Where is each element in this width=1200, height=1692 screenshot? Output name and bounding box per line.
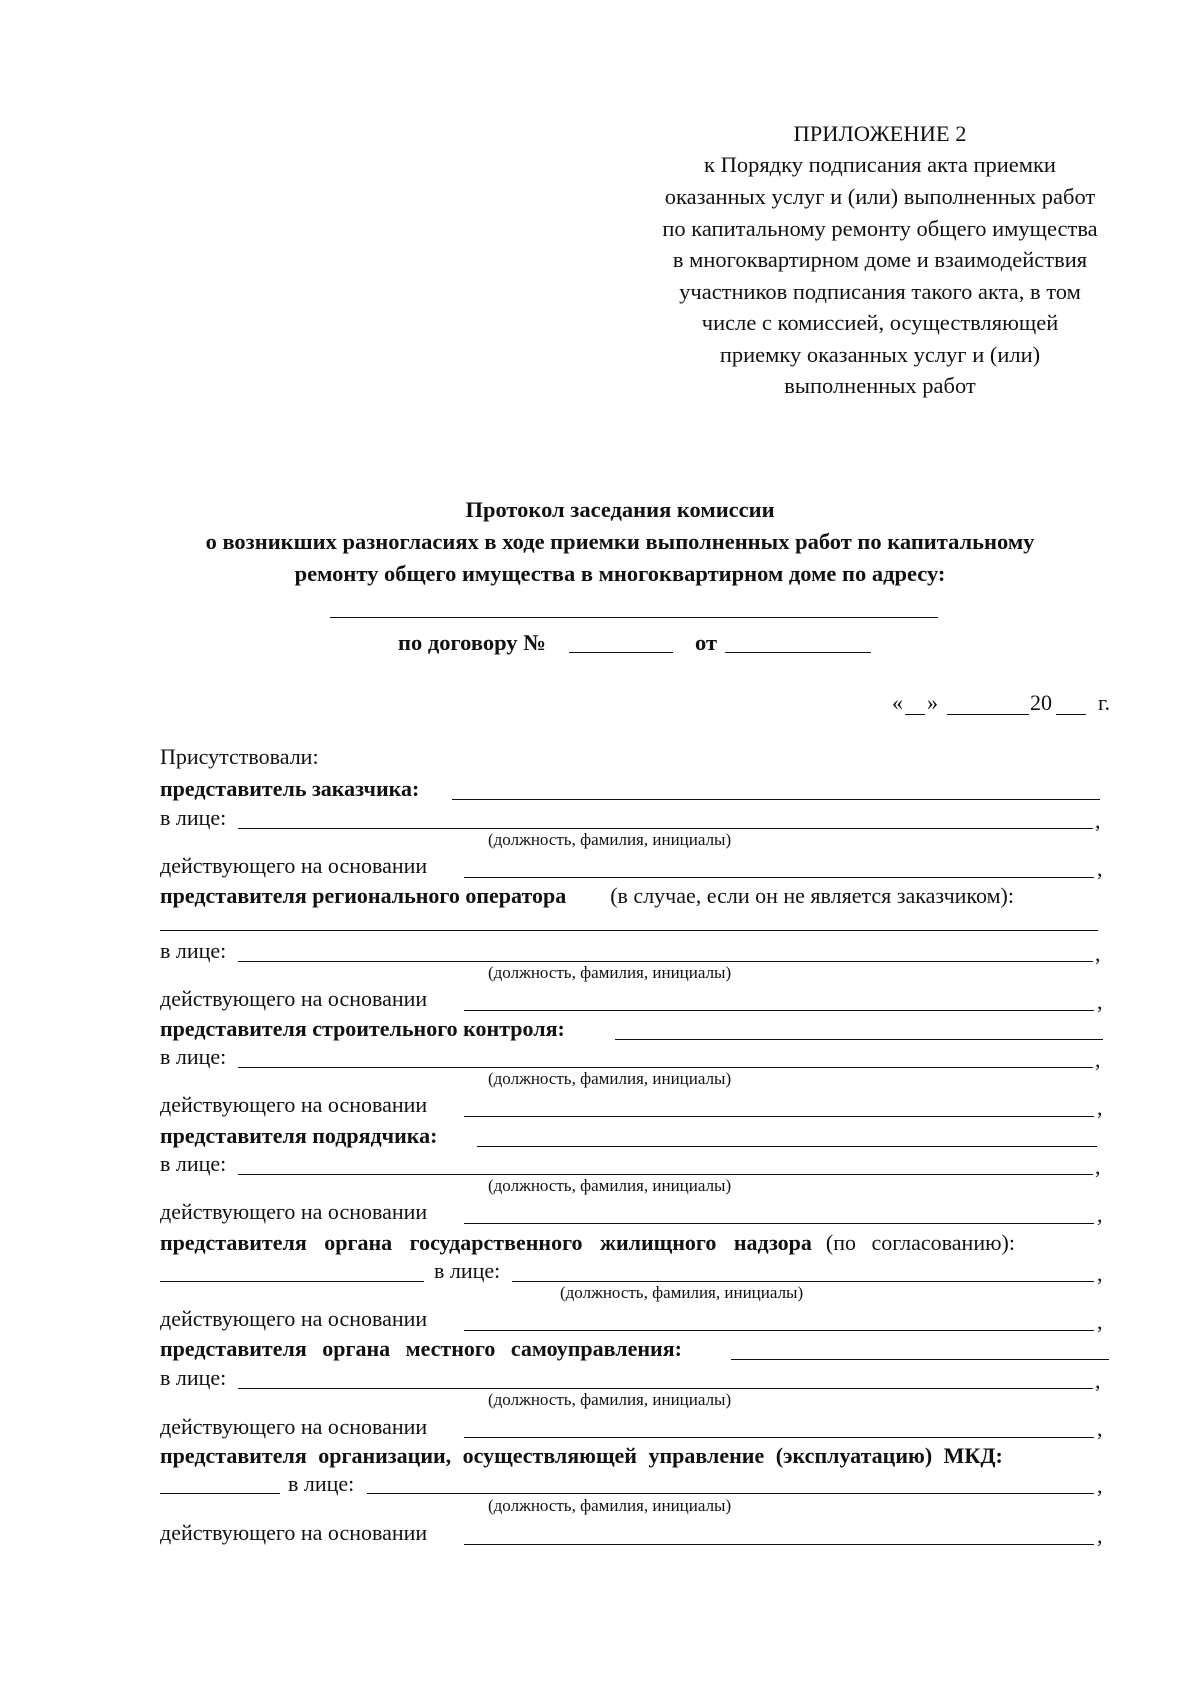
rep-housing-rest: (по согласованию): xyxy=(825,1230,1015,1255)
appendix-heading: ПРИЛОЖЕНИЕ 2 xyxy=(793,121,967,146)
rep-construction-label: представителя строительного контроля: xyxy=(160,1016,565,1041)
field-caption: (должность, фамилия, инициалы) xyxy=(488,1390,732,1409)
rep-housing-field[interactable] xyxy=(160,1281,424,1282)
document-subtitle: ремонту общего имущества в многоквартирном доме по адресу: xyxy=(294,561,946,586)
field-caption: (должность, фамилия, инициалы) xyxy=(488,1496,732,1515)
month-field[interactable] xyxy=(947,714,1029,715)
rep-regional-label xyxy=(160,881,1014,911)
comma: , xyxy=(1097,989,1103,1014)
comma: , xyxy=(1095,808,1101,833)
rep-housing-bold: представителя органа государственного жилищного надзора xyxy=(160,1230,812,1255)
in-person-field[interactable] xyxy=(238,1174,1093,1175)
appendix-line: выполненных работ xyxy=(784,373,976,398)
comma: , xyxy=(1097,856,1103,881)
acting-label: действующего на основании xyxy=(160,1520,428,1545)
year-suffix: г. xyxy=(1098,690,1111,715)
field-caption: (должность, фамилия, инициалы) xyxy=(488,1069,732,1088)
comma: , xyxy=(1095,1047,1101,1072)
rep-regional-rest: (в случае, если он не является заказчиком): xyxy=(610,883,1014,908)
rep-contractor-label: представителя подрядчика: xyxy=(160,1123,438,1148)
in-person-label: в лице: xyxy=(288,1471,355,1496)
in-person-field[interactable] xyxy=(238,828,1093,829)
comma: , xyxy=(1097,1416,1103,1441)
in-person-label: в лице: xyxy=(160,1365,227,1390)
comma: , xyxy=(1097,1261,1103,1286)
rep-mgmt-label: представителя организации, осуществляющей управление (эксплуатацию) МКД: xyxy=(160,1443,1003,1468)
in-person-field[interactable] xyxy=(367,1493,1094,1494)
field-caption: (должность, фамилия, инициалы) xyxy=(560,1283,804,1302)
year-prefix: 20 xyxy=(1030,690,1052,715)
comma: , xyxy=(1097,1095,1103,1120)
date-open-quote: « xyxy=(892,690,903,715)
contract-date-field[interactable] xyxy=(725,652,871,653)
acting-label: действующего на основании xyxy=(160,1199,428,1224)
rep-mgmt-field[interactable] xyxy=(160,1493,280,1494)
date-close-quote: » xyxy=(927,690,938,715)
acting-basis-field[interactable] xyxy=(464,1116,1094,1117)
contract-number-field[interactable] xyxy=(569,652,673,653)
appendix-line: по капитальному ремонту общего имущества xyxy=(662,216,1098,241)
address-field[interactable] xyxy=(330,617,938,618)
acting-basis-field[interactable] xyxy=(464,1437,1094,1438)
field-caption: (должность, фамилия, инициалы) xyxy=(488,1176,732,1195)
acting-basis-field[interactable] xyxy=(464,1544,1094,1545)
day-field[interactable] xyxy=(905,714,925,715)
in-person-label: в лице: xyxy=(160,1151,227,1176)
field-caption: (должность, фамилия, инициалы) xyxy=(488,963,732,982)
contract-label: по договору № xyxy=(398,630,546,655)
appendix-line: к Порядку подписания акта приемки xyxy=(704,152,1056,177)
document-title: Протокол заседания комиссии xyxy=(465,497,775,522)
field-caption: (должность, фамилия, инициалы) xyxy=(488,830,732,849)
document-subtitle: о возникших разногласиях в ходе приемки выполненных работ по капитальному xyxy=(205,529,1035,554)
rep-customer-field[interactable] xyxy=(452,799,1100,800)
in-person-label: в лице: xyxy=(434,1258,501,1283)
in-person-field[interactable] xyxy=(238,961,1093,962)
in-person-label: в лице: xyxy=(160,1044,227,1069)
from-label: от xyxy=(695,630,718,655)
comma: , xyxy=(1097,1309,1103,1334)
appendix-line: участников подписания такого акта, в том xyxy=(679,279,1081,304)
rep-construction-field[interactable] xyxy=(615,1039,1103,1040)
in-person-field[interactable] xyxy=(512,1281,1094,1282)
rep-regional-bold: представителя регионального оператора xyxy=(160,883,567,908)
acting-label: действующего на основании xyxy=(160,853,428,878)
appendix-line: в многоквартирном доме и взаимодействия xyxy=(672,247,1088,272)
acting-label: действующего на основании xyxy=(160,986,428,1011)
in-person-field[interactable] xyxy=(238,1067,1093,1068)
rep-regional-field[interactable] xyxy=(160,930,1098,931)
rep-contractor-field[interactable] xyxy=(477,1146,1097,1147)
in-person-label: в лице: xyxy=(160,938,227,963)
acting-basis-field[interactable] xyxy=(464,1330,1094,1331)
in-person-label: в лице: xyxy=(160,805,227,830)
comma: , xyxy=(1097,1523,1103,1548)
acting-basis-field[interactable] xyxy=(464,1010,1094,1011)
comma: , xyxy=(1095,1368,1101,1393)
acting-basis-field[interactable] xyxy=(464,877,1094,878)
acting-label: действующего на основании xyxy=(160,1092,428,1117)
rep-local-field[interactable] xyxy=(731,1359,1109,1360)
acting-basis-field[interactable] xyxy=(464,1223,1094,1224)
year-field[interactable] xyxy=(1056,714,1086,715)
acting-label: действующего на основании xyxy=(160,1306,428,1331)
rep-local-label: представителя органа местного самоуправления: xyxy=(160,1336,682,1361)
in-person-field[interactable] xyxy=(238,1388,1093,1389)
rep-housing-label xyxy=(160,1228,1015,1258)
present-label: Присутствовали: xyxy=(160,744,319,769)
comma: , xyxy=(1095,1154,1101,1179)
acting-label: действующего на основании xyxy=(160,1414,428,1439)
appendix-line: оказанных услуг и (или) выполненных работ xyxy=(664,184,1096,209)
appendix-line: приемку оказанных услуг и (или) xyxy=(719,342,1041,367)
comma: , xyxy=(1097,1202,1103,1227)
comma: , xyxy=(1095,941,1101,966)
rep-customer-label: представитель заказчика: xyxy=(160,776,420,801)
comma: , xyxy=(1097,1473,1103,1498)
appendix-line: числе с комиссией, осуществляющей xyxy=(701,310,1059,335)
